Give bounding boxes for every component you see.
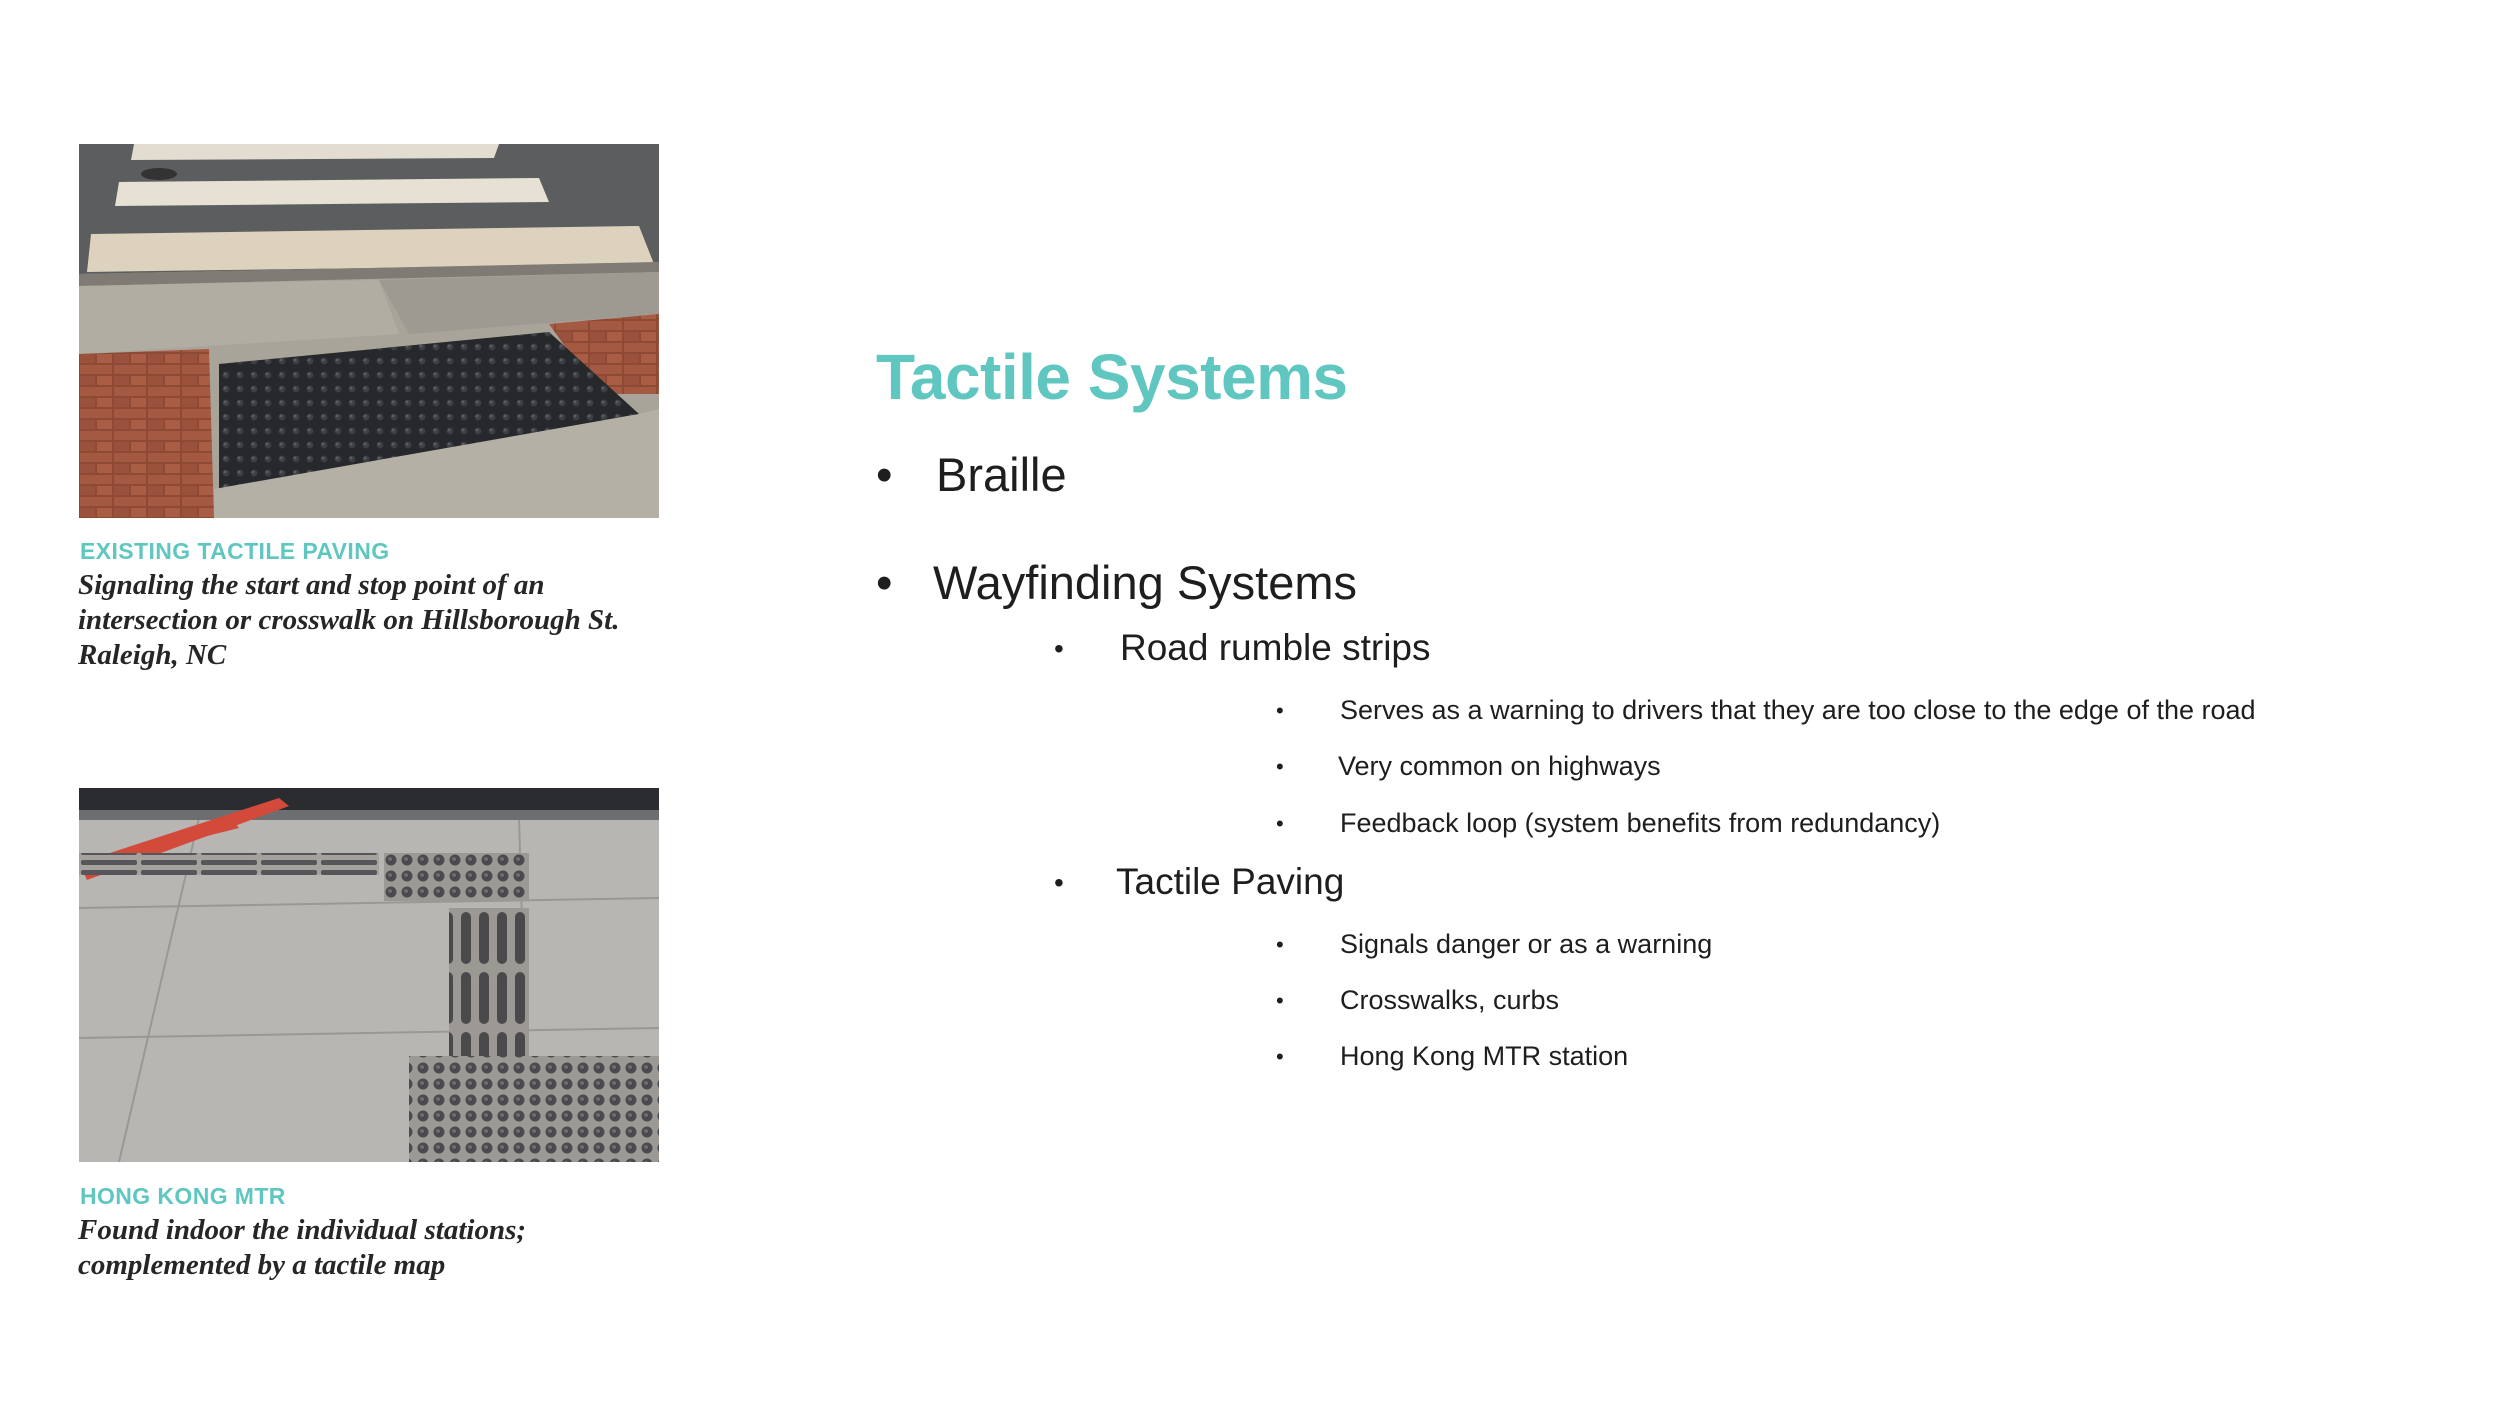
bullet-dot: • [1276,754,1284,779]
caption-text-existing-tactile-paving [78,568,678,673]
bullet-label: Road rumble strips [1120,627,1431,668]
bullet-label: Serves as a warning to drivers that they are too close to the edge of the road [1340,695,2256,725]
bullet-dot: • [1276,698,1284,723]
bullet-label: Crosswalks, curbs [1340,985,1560,1015]
bullet-label: Very common on highways [1338,751,1661,781]
bullet-braille [876,447,1067,502]
bullet-label: Wayfinding Systems [933,556,1358,609]
caption-text-hong-kong-mtr [78,1213,678,1283]
caption-line: complemented by a tactile map [78,1249,446,1281]
bullet-label: Tactile Paving [1116,861,1345,902]
bullet-rumble-warning [1276,695,2256,726]
bullet-dot: • [876,448,893,501]
bullet-dot: • [1276,988,1284,1013]
caption-title-hong-kong-mtr: HONG KONG MTR [80,1183,286,1209]
bullet-paving-crosswalks [1276,985,1559,1016]
bullet-dot: • [1054,633,1064,664]
bullet-label: Feedback loop (system benefits from redundancy) [1340,808,1941,838]
bullet-paving-mtr [1276,1041,1628,1072]
slide-title: Tactile Systems [876,341,1348,413]
bullet-label: Braille [936,448,1067,501]
bullet-wayfinding-systems [876,555,1357,610]
bullet-dot: • [1276,932,1284,957]
hong-kong-mtr-floor-photo [79,788,659,1162]
bullet-label: Signals danger or as a warning [1340,929,1713,959]
crosswalk-tactile-paving-photo [79,144,659,518]
caption-line: Raleigh, NC [78,639,227,671]
caption-line: Found indoor the individual stations; [78,1214,527,1246]
bullet-rumble-feedback [1276,808,1940,839]
bullet-rumble-highways [1276,751,1661,782]
bullet-dot: • [1276,811,1284,836]
bullet-road-rumble-strips [1054,627,1431,669]
bullet-dot: • [1276,1044,1284,1069]
bullet-label: Hong Kong MTR station [1340,1041,1629,1071]
bullet-dot: • [876,556,893,609]
bullet-tactile-paving [1054,861,1344,903]
caption-line: Signaling the start and stop point of an [78,569,545,601]
caption-title-existing-tactile-paving: EXISTING TACTILE PAVING [80,538,390,564]
bullet-paving-danger [1276,929,1712,960]
bullet-dot: • [1054,867,1064,898]
caption-line: intersection or crosswalk on Hillsborough St. [78,604,620,636]
